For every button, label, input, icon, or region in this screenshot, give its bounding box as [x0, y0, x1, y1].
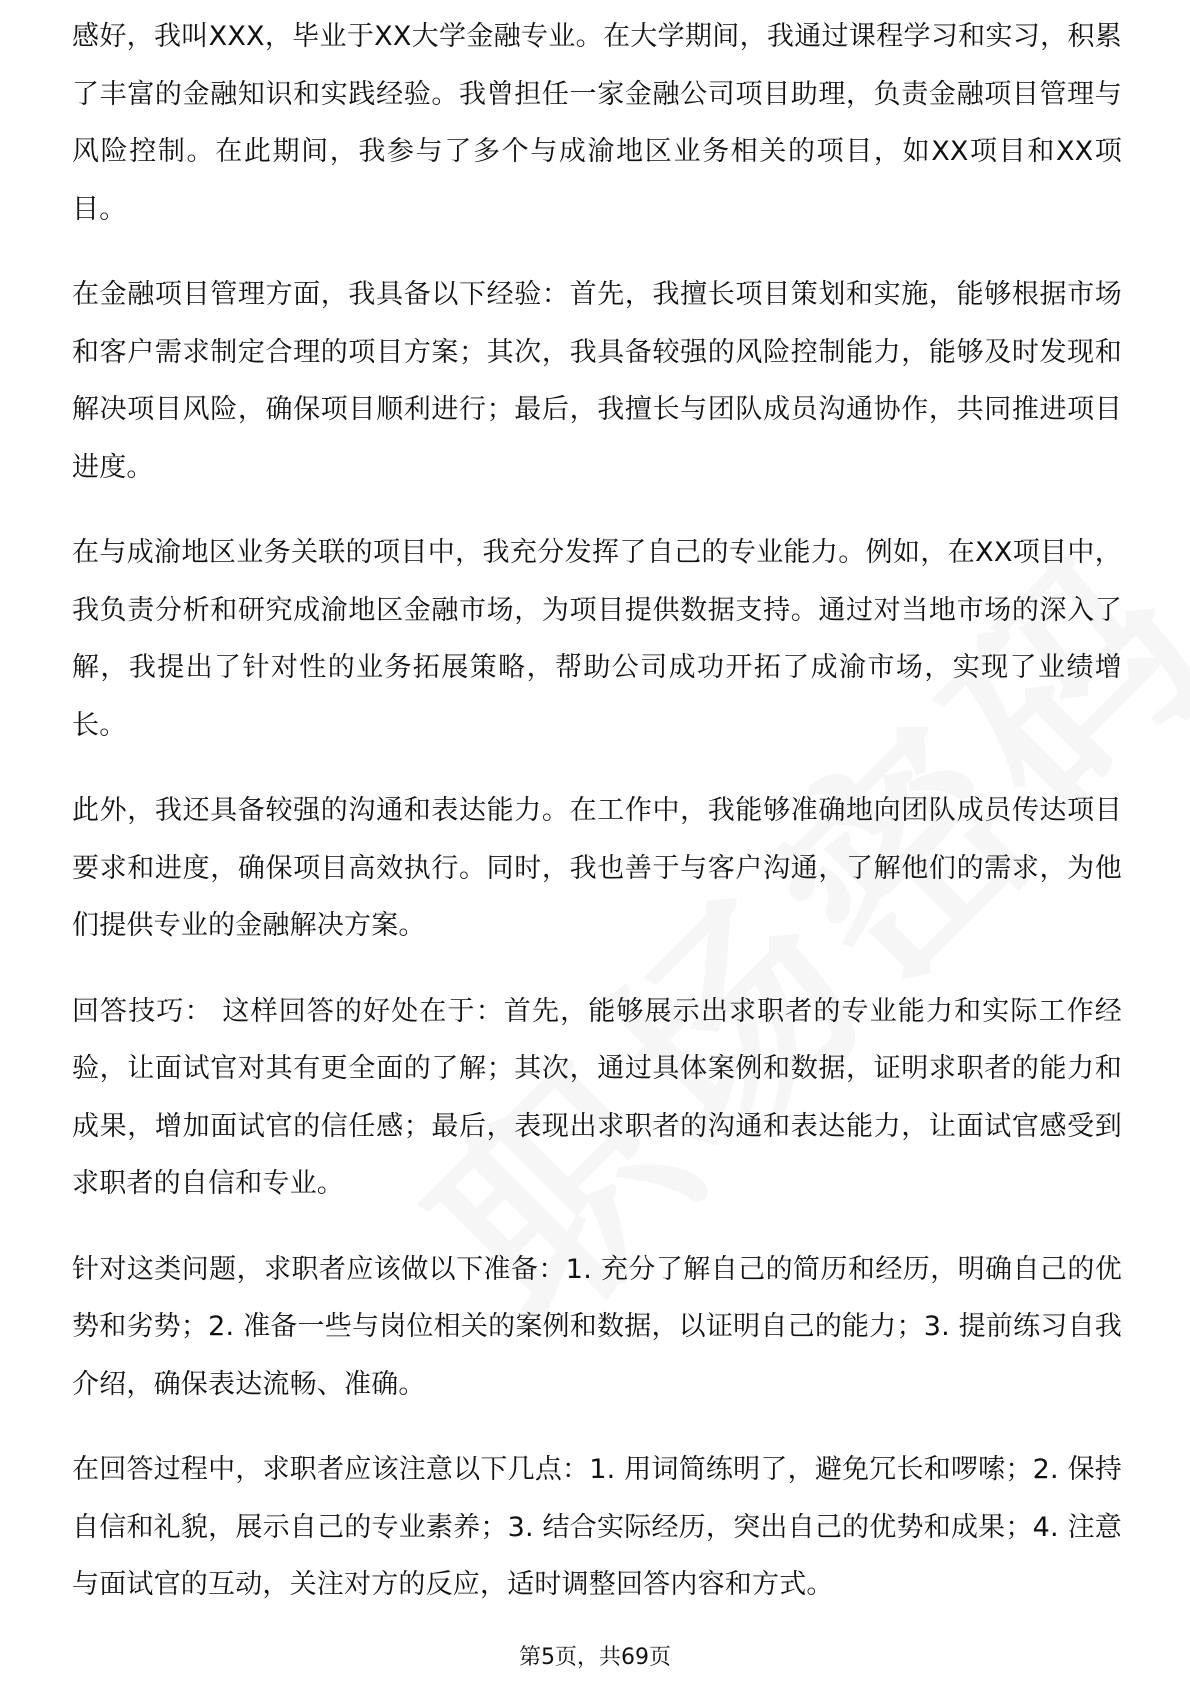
paragraph-1: 感好，我叫XXX，毕业于XX大学金融专业。在大学期间，我通过课程学习和实习，积累了丰富的金融知识和实践经验。我曾担任一家金融公司项目助理，负责金融项目管理与风险控制。在此期间，我参与了多个与成渝地区业务相关的项目，如XX项目和XX项目。 — [72, 21, 1122, 225]
paragraph-6: 针对这类问题，求职者应该做以下准备：1. 充分了解自己的简历和经历，明确自己的优势和劣势；2. 准备一些与岗位相关的案例和数据，以证明自己的能力；3. 提前练习自我介绍，确保表达流畅、准确。 — [72, 1253, 1122, 1400]
paragraph-4: 此外，我还具备较强的沟通和表达能力。在工作中，我能够准确地向团队成员传达项目要求和进度，确保项目高效执行。同时，我也善于与客户沟通，了解他们的需求，为他们提供专业的金融解决方案。 — [72, 795, 1122, 941]
paragraph-5: 回答技巧： 这样回答的好处在于：首先，能够展示出求职者的专业能力和实际工作经验，让面试官对其有更全面的了解；其次，通过具体案例和数据，证明求职者的能力和成果，增加面试官的信任感；最后，表现出求职者的沟通和表达能力，让面试官感受到求职者的自信和专业。 — [72, 995, 1122, 1199]
document-body — [72, 21, 1122, 1642]
page-number-footer: 第5页，共69页 — [519, 1645, 671, 1670]
paragraph-3: 在与成渝地区业务关联的项目中，我充分发挥了自己的专业能力。例如，在XX项目中，我负责分析和研究成渝地区金融市场，为项目提供数据支持。通过对当地市场的深入了解，我提出了针对性的业务拓展策略，帮助公司成功开拓了成渝市场，实现了业绩增长。 — [72, 537, 1122, 741]
paragraph-2: 在金融项目管理方面，我具备以下经验：首先，我擅长项目策划和实施，能够根据市场和客户需求制定合理的项目方案；其次，我具备较强的风险控制能力，能够及时发现和解决项目风险，确保项目顺利进行；最后，我擅长与团队成员沟通协作，共同推进项目进度。 — [72, 279, 1122, 483]
paragraph-7: 在回答过程中，求职者应该注意以下几点：1. 用词简练明了，避免冗长和啰嗦；2. 保持自信和礼貌，展示自己的专业素养；3. 结合实际经历，突出自己的优势和成果；4. 注意与面试官的互动，关注对方的反应，适时调整回答内容和方式。 — [72, 1454, 1122, 1600]
